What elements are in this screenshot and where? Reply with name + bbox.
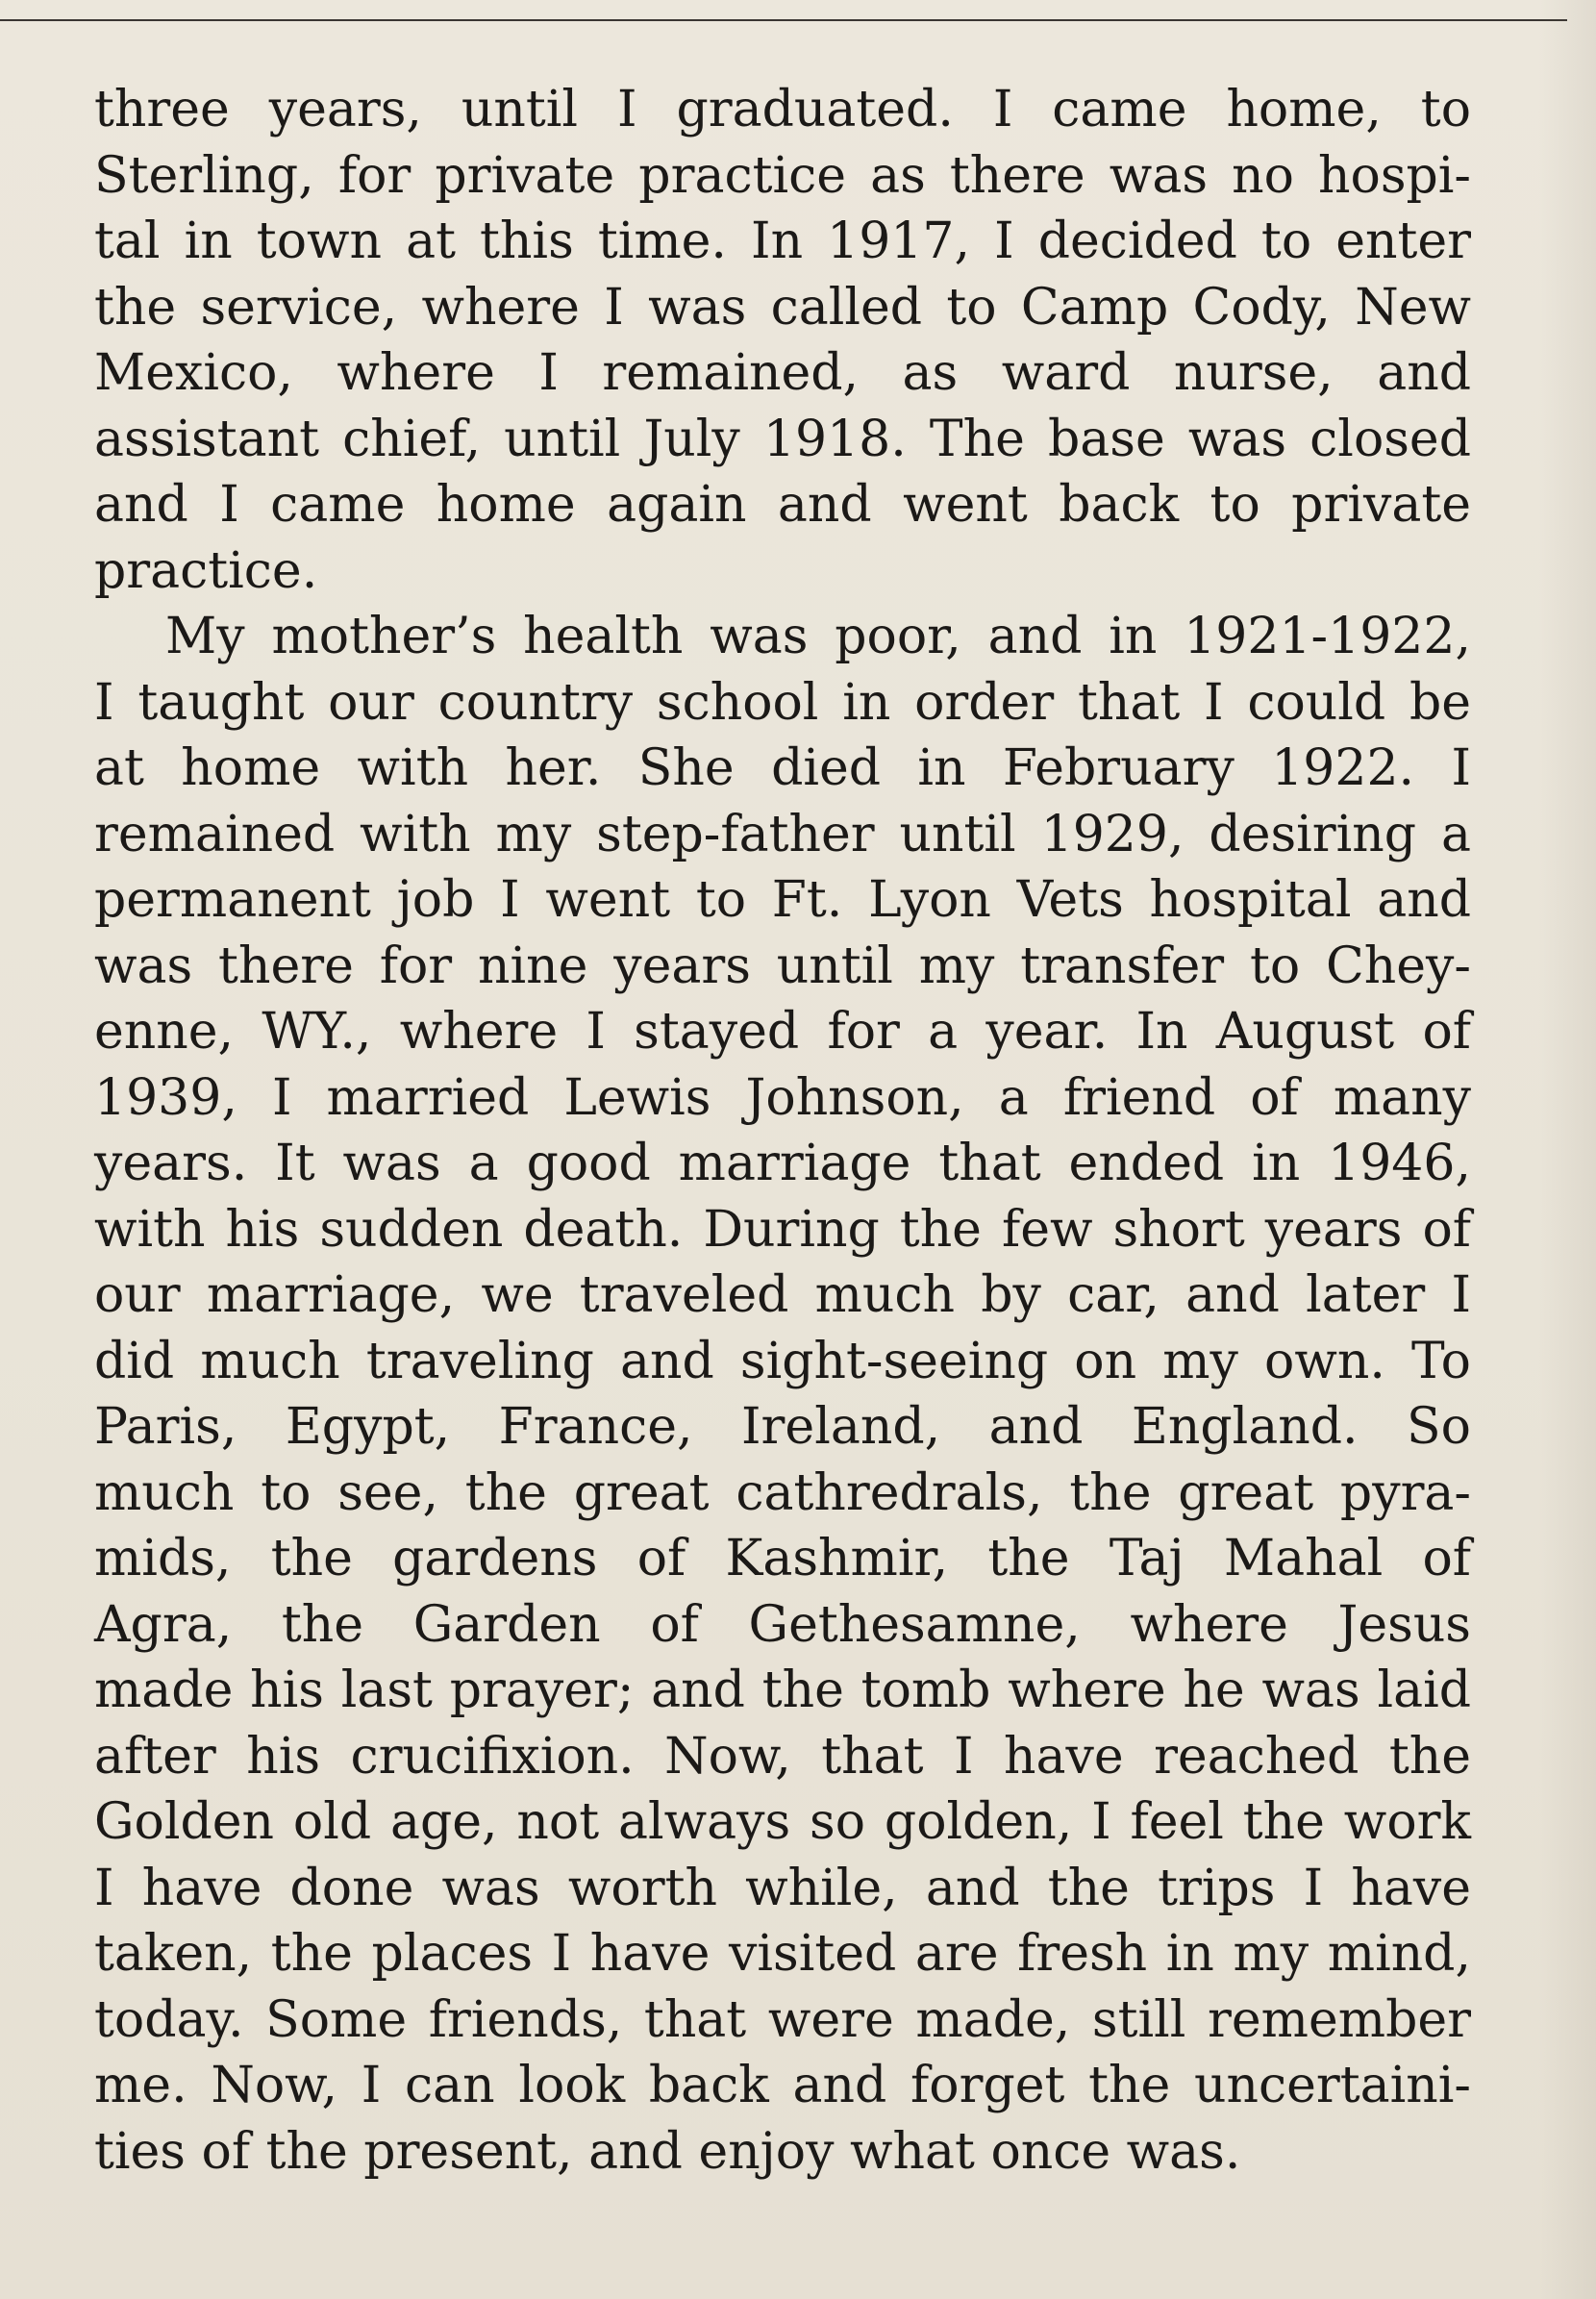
text-line: 1939, I married Lewis Johnson, a friend of many	[94, 1068, 1471, 1127]
text-line: Paris, Egypt, France, Ireland, and England. So	[94, 1398, 1471, 1456]
text-line: our marriage, we traveled much by car, and later I	[94, 1266, 1471, 1324]
body-text	[94, 77, 1471, 2185]
text-line: Sterling, for private practice as there was no hospi-	[94, 146, 1471, 205]
text-line: enne, WY., where I stayed for a year. In August of	[94, 1003, 1471, 1061]
text-line: made his last prayer; and the tomb where he was laid	[94, 1662, 1471, 1719]
text-line: taken, the places I have visited are fresh in my mind,	[94, 1925, 1471, 1983]
text-line: much to see, the great cathredrals, the great pyra-	[94, 1463, 1471, 1522]
text-line: My mother’s health was poor, and in 1921-1922,	[165, 608, 1471, 665]
text-line: tal in town at this time. In 1917, I decided to enter	[94, 212, 1471, 270]
text-line: practice.	[94, 541, 318, 600]
text-line: the service, where I was called to Camp Cody, New	[94, 278, 1471, 337]
text-line: with his sudden death. During the few short years of	[94, 1200, 1471, 1259]
text-line: at home with her. She died in February 1922. I	[94, 739, 1471, 797]
text-line: three years, until I graduated. I came home, to	[94, 81, 1471, 138]
text-line: years. It was a good marriage that ended in 1946,	[94, 1135, 1471, 1192]
text-line: did much traveling and sight-seeing on my own. To	[94, 1332, 1471, 1390]
text-line: I have done was worth while, and the trips I have	[94, 1859, 1471, 1917]
text-line: after his crucifixion. Now, that I have reached the	[94, 1727, 1471, 1786]
text-line: ties of the present, and enjoy what once was.	[94, 2122, 1241, 2181]
top-rule	[0, 19, 1567, 21]
text-line: remained with my step-father until 1929, desiring a	[94, 805, 1471, 863]
text-line: today. Some friends, that were made, still remember	[94, 1990, 1471, 2049]
text-line: mids, the gardens of Kashmir, the Taj Mahal of	[94, 1530, 1471, 1587]
text-line: I taught our country school in order that I could be	[94, 673, 1471, 732]
paragraph-1	[94, 77, 1471, 604]
paragraph-2	[94, 604, 1471, 2185]
text-line: Golden old age, not always so golden, I feel the work	[94, 1793, 1471, 1851]
text-line: me. Now, I can look back and forget the uncertaini-	[94, 2057, 1471, 2114]
text-line: and I came home again and went back to private	[94, 476, 1471, 534]
text-line: Agra, the Garden of Gethesamne, where Jesus	[94, 1595, 1471, 1654]
text-line: permanent job I went to Ft. Lyon Vets hospital and	[94, 871, 1471, 929]
text-line: Mexico, where I remained, as ward nurse, and	[94, 344, 1471, 402]
text-line: was there for nine years until my transfer to Chey-	[94, 937, 1471, 995]
text-line: assistant chief, until July 1918. The base was closed	[94, 410, 1471, 468]
